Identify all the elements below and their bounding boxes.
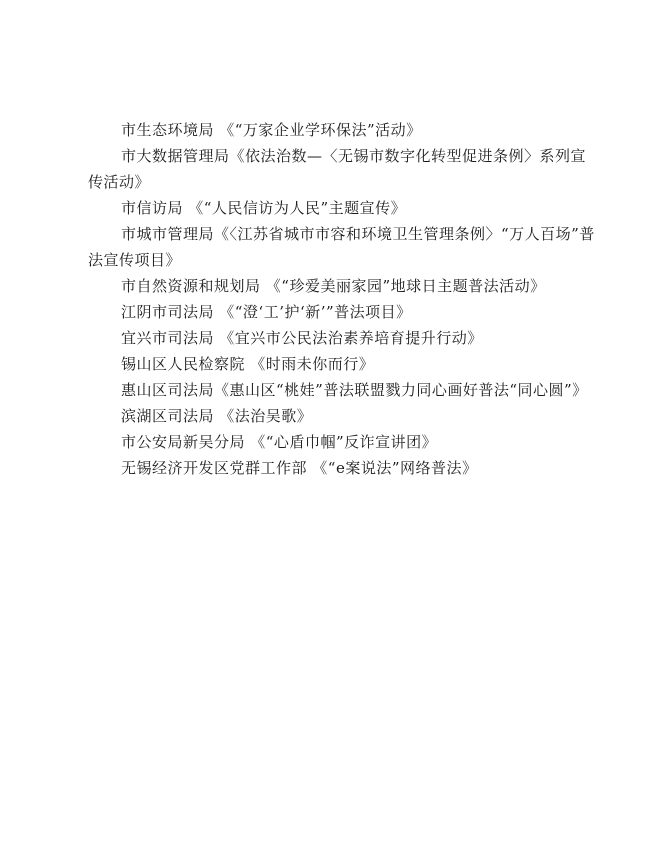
- list-item: 宜兴市司法局 《宜兴市公民法治素养培育提升行动》: [121, 329, 483, 347]
- entry-list: [88, 117, 598, 481]
- list-item: 市公安局新吴分局 《“心盾巾帼”反诈宣讲团》: [121, 433, 438, 451]
- list-item: 市生态环境局 《“万家企业学环保法”活动》: [121, 121, 422, 139]
- list-item: 滨湖区司法局 《法治吴歌》: [121, 407, 313, 425]
- list-item: 江阴市司法局 《“澄‘工’护‘新’”普法项目》: [121, 303, 412, 321]
- list-item: 市信访局 《“人民信访为人民”主题宣传》: [121, 199, 407, 217]
- list-item: 市大数据管理局《依法治数—〈无锡市数字化转型促进条例〉系列宣传活动》: [88, 147, 587, 191]
- list-item: 锡山区人民检察院 《时雨未你而行》: [121, 355, 375, 373]
- list-item: 市自然资源和规划局 《“珍爱美丽家园”地球日主题普法活动》: [121, 277, 546, 295]
- list-item: 市城市管理局《〈江苏省城市市容和环境卫生管理条例〉“万人百场”普法宣传项目》: [88, 225, 595, 269]
- list-item: 无锡经济开发区党群工作部 《“e案说法”网络普法》: [121, 459, 478, 477]
- list-item: 惠山区司法局《惠山区“桃娃”普法联盟戮力同心画好普法“同心圆”》: [121, 381, 588, 399]
